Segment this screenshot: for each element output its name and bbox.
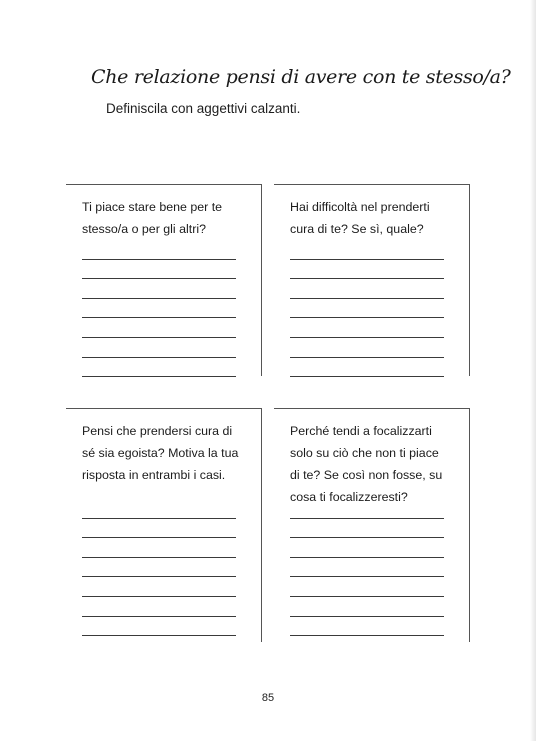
answer-lines	[82, 240, 236, 377]
question-box-2	[274, 184, 470, 376]
answer-line[interactable]	[290, 499, 444, 519]
answer-lines	[290, 499, 444, 636]
page-subtitle: Definiscila con aggettivi calzanti.	[106, 101, 301, 116]
answer-line[interactable]	[290, 338, 444, 358]
answer-lines	[290, 240, 444, 377]
answer-line[interactable]	[82, 597, 236, 617]
question-text: Pensi che prendersi cura di sé sia egoista? Motiva la tua risposta in entrambi i casi.	[82, 424, 239, 482]
answer-line[interactable]	[290, 318, 444, 338]
answer-line[interactable]	[82, 538, 236, 558]
answer-line[interactable]	[290, 577, 444, 597]
answer-line[interactable]	[82, 519, 236, 539]
answer-line[interactable]	[290, 358, 444, 378]
answer-line[interactable]	[82, 318, 236, 338]
answer-line[interactable]	[82, 279, 236, 299]
question-box-1	[66, 184, 262, 376]
answer-line[interactable]	[82, 240, 236, 260]
page-title: Che relazione pensi di avere con te stesso/a?	[91, 66, 511, 88]
answer-line[interactable]	[290, 617, 444, 637]
answer-line[interactable]	[82, 358, 236, 378]
answer-line[interactable]	[290, 519, 444, 539]
answer-line[interactable]	[82, 260, 236, 280]
answer-line[interactable]	[82, 499, 236, 519]
page-number: 85	[261, 692, 275, 704]
answer-line[interactable]	[290, 240, 444, 260]
answer-line[interactable]	[290, 299, 444, 319]
answer-line[interactable]	[82, 558, 236, 578]
page-edge-shadow	[530, 0, 536, 741]
answer-line[interactable]	[290, 260, 444, 280]
question-text: Perché tendi a focalizzarti solo su ciò che non ti piace di te? Se così non fosse, su cosa ti focalizzeresti?	[290, 424, 443, 504]
question-text: Hai difficoltà nel prenderti cura di te? Se sì, quale?	[290, 200, 430, 236]
question-box-3	[66, 408, 262, 642]
answer-line[interactable]	[82, 299, 236, 319]
answer-line[interactable]	[290, 597, 444, 617]
answer-line[interactable]	[82, 577, 236, 597]
answer-line[interactable]	[290, 538, 444, 558]
answer-line[interactable]	[82, 338, 236, 358]
answer-lines	[82, 499, 236, 636]
answer-line[interactable]	[290, 558, 444, 578]
answer-line[interactable]	[290, 279, 444, 299]
answer-line[interactable]	[82, 617, 236, 637]
question-text: Ti piace stare bene per te stesso/a o per gli altri?	[82, 200, 223, 236]
question-box-4	[274, 408, 470, 642]
